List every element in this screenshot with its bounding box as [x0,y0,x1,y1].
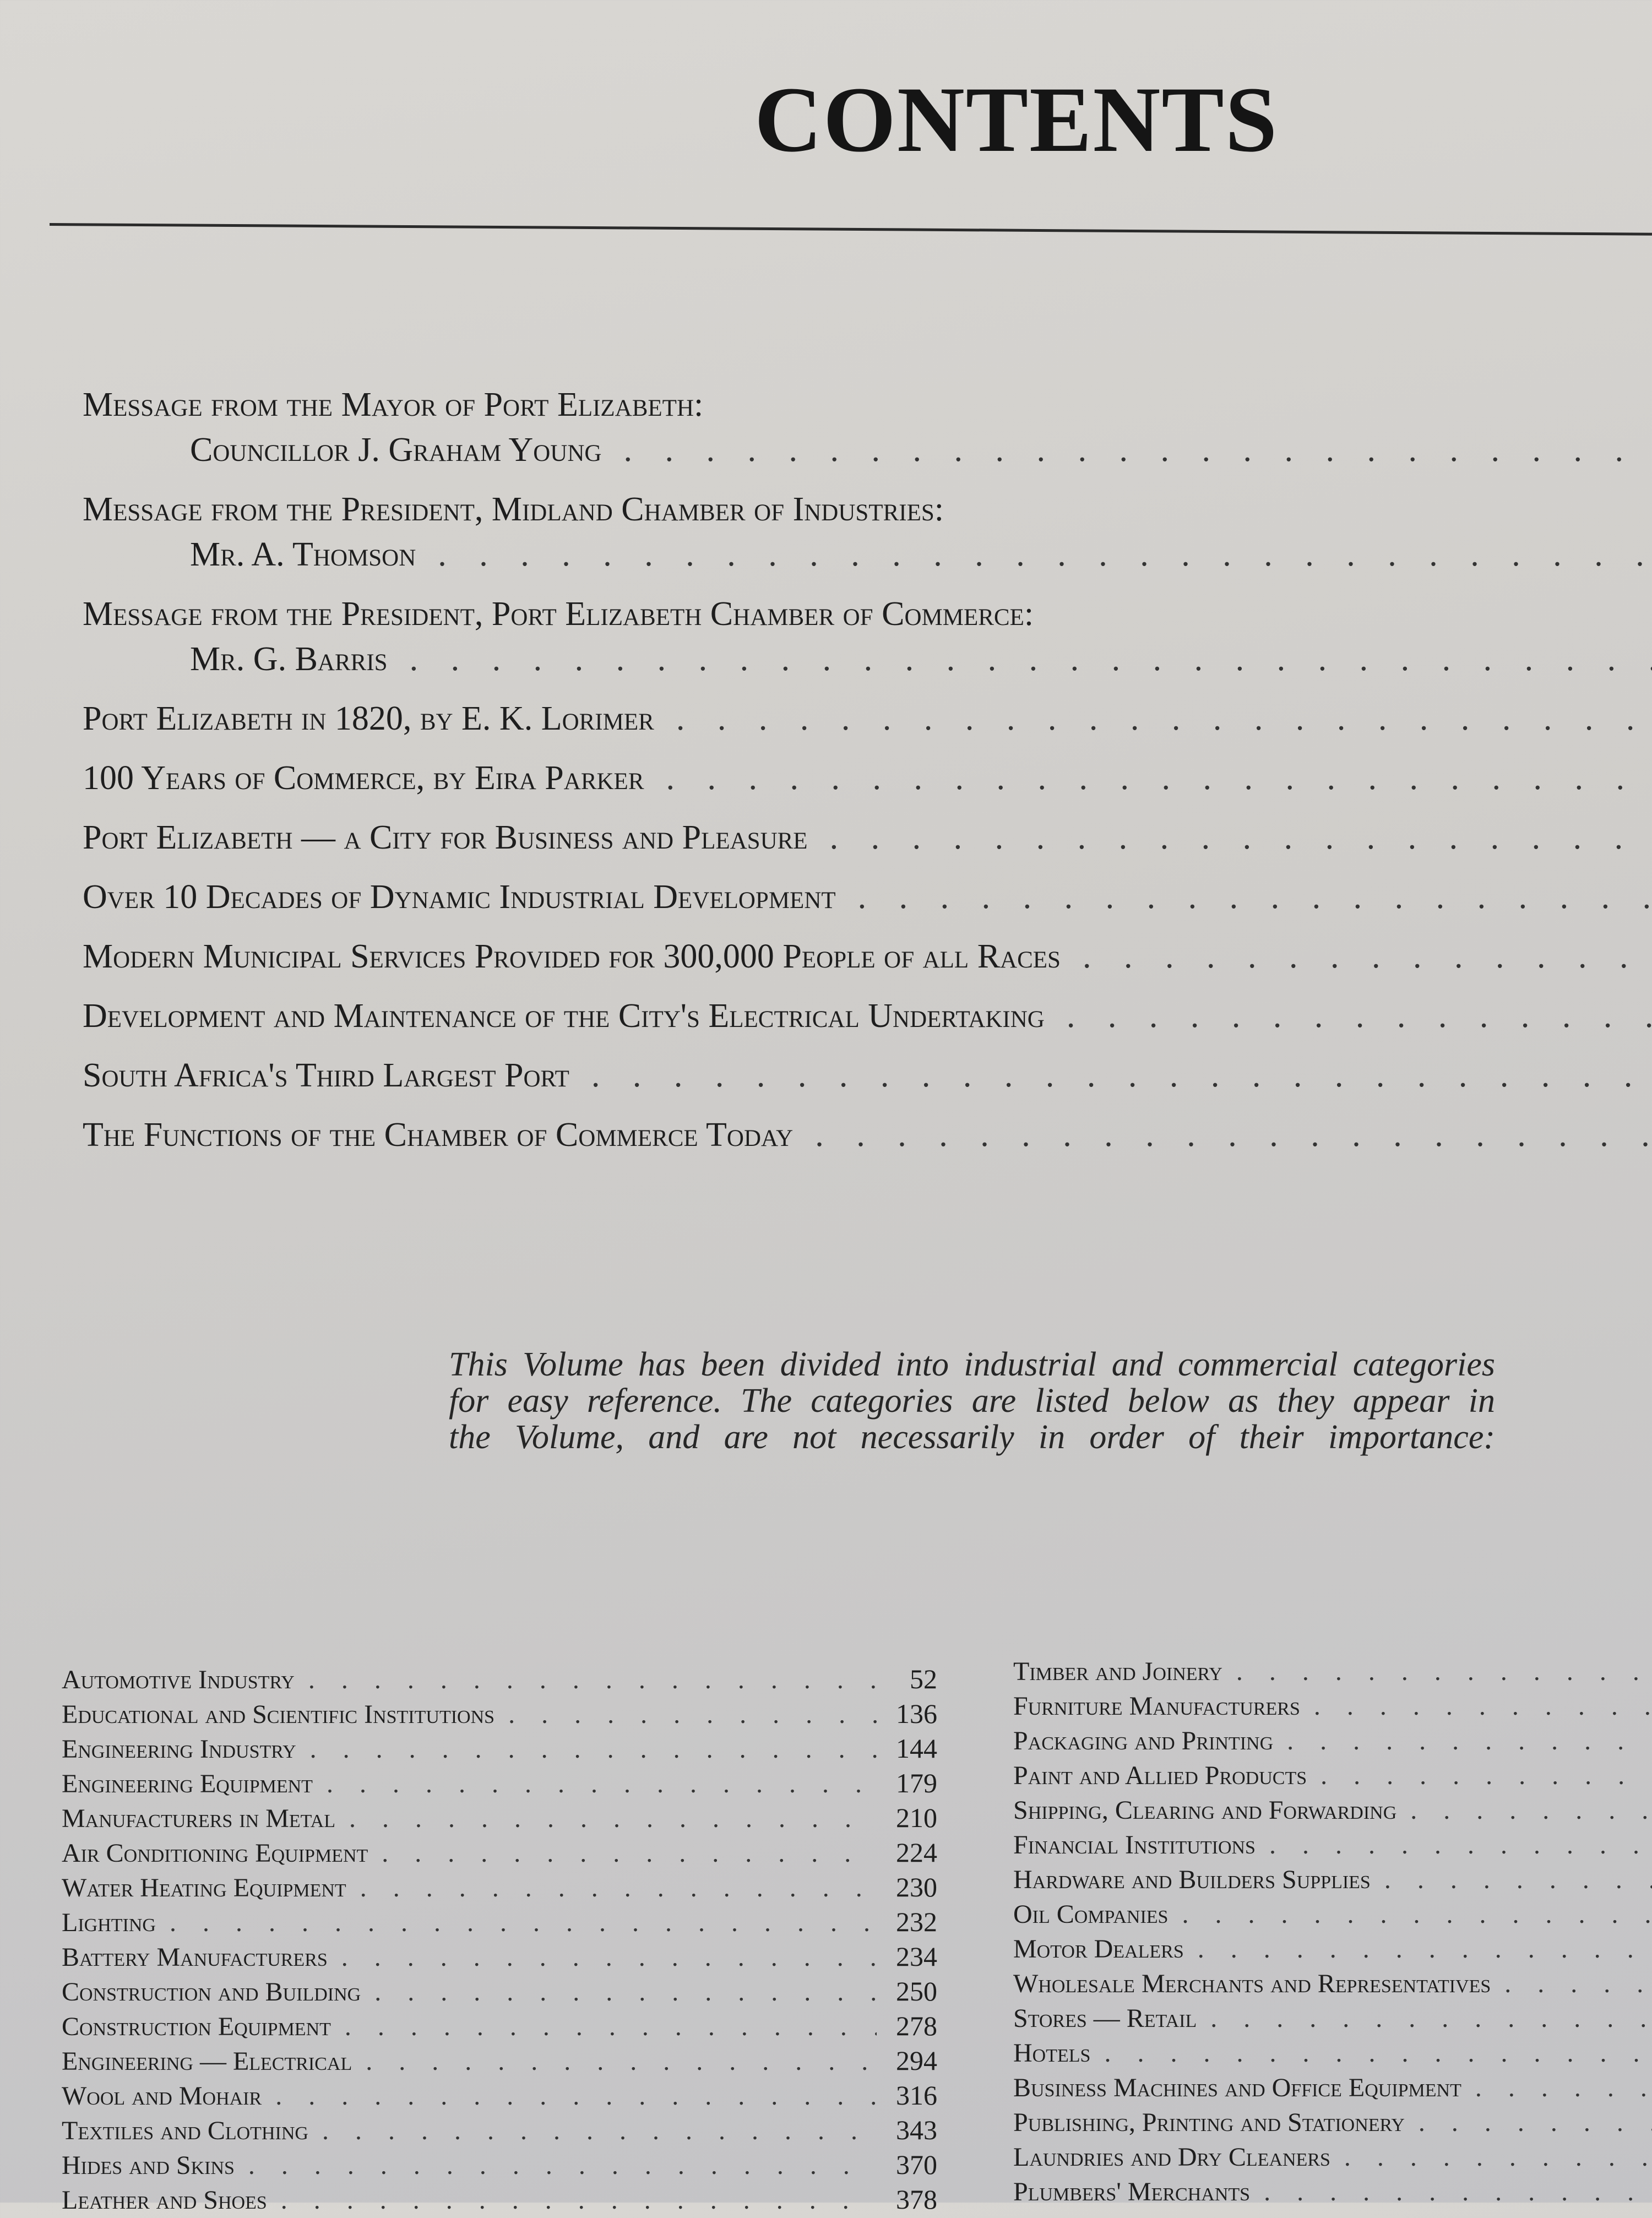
page-title: CONTENTS [754,66,1278,173]
toc-entry-title: Port Elizabeth — a City for Business and Pleasure [83,818,808,857]
page-number: 343 [888,2114,937,2146]
toc-entry-author: Mr. A. Thomson [190,535,416,574]
title-rule [50,223,1652,236]
dot-leader [1083,937,1652,976]
dot-leader [1410,1795,1652,1825]
dot-leader [327,1769,877,1799]
page-number: 230 [888,1871,937,1903]
category-row [1013,2073,1652,2107]
dot-leader [1475,2073,1652,2103]
category-label: Wholesale Merchants and Representatives [1013,1969,1491,1999]
toc-entry-author: Mr. G. Barris [190,640,388,679]
toc-entry [83,385,1652,490]
category-label: Construction Equipment [62,2012,331,2042]
page-number: 316 [888,2079,937,2111]
toc-entry [83,1116,1652,1175]
dot-leader [1182,1899,1652,1929]
dot-leader [815,1116,1652,1155]
category-row [1013,2177,1652,2211]
category-label: Wool and Mohair [62,2081,262,2111]
toc-entry-title: Modern Municipal Services Provided for 300,000 People of all Races [83,937,1061,976]
dot-leader [275,2081,877,2111]
page-number: 52 [888,1663,937,1695]
intro-line: for easy reference. The categories are listed below as they appear in [449,1383,1495,1419]
toc-entry [83,699,1652,759]
category-list-right [1013,1656,1652,2211]
toc-entry-title: Over 10 Decades of Dynamic Industrial Development [83,878,836,917]
toc-entry-title: 100 Years of Commerce, by Eira Parker [83,759,644,798]
dot-leader [508,1699,877,1730]
dot-leader [248,2150,877,2181]
category-label: Oil Companies [1013,1899,1168,1929]
category-label: Hotels [1013,2038,1090,2068]
category-label: Furniture Manufacturers [1013,1691,1300,1721]
page-number: 370 [888,2149,937,2181]
dot-leader [310,1734,877,1764]
category-label: Stores — Retail [1013,2003,1197,2034]
category-label: Packaging and Printing [1013,1726,1273,1756]
dot-leader [1344,2142,1652,2172]
category-row [1013,1830,1652,1864]
dot-leader [666,759,1652,798]
toc-entry [83,1056,1652,1116]
page-number: 278 [888,2010,937,2042]
dot-leader [1210,2003,1652,2034]
dot-leader [349,1803,877,1834]
toc-entry-heading: Message from the President, Port Elizabeth Chamber of Commerce: [83,595,1034,634]
dot-leader [1198,1934,1652,1964]
intro-note [449,1346,1495,1455]
toc-entry-title: South Africa's Third Largest Port [83,1056,569,1095]
page-number: 136 [888,1698,937,1730]
dot-leader [1504,1969,1652,1999]
category-row [1013,1691,1652,1726]
category-row [62,1732,937,1767]
dot-leader [1269,1830,1652,1860]
page-number: 294 [888,2045,937,2076]
category-row [1013,1969,1652,2003]
category-label: Educational and Scientific Institutions [62,1699,494,1730]
dot-leader [591,1056,1652,1095]
page-number: 234 [888,1940,937,1972]
category-row [1013,1656,1652,1691]
toc-entry [83,818,1652,878]
category-label: Shipping, Clearing and Forwarding [1013,1795,1396,1825]
dot-leader [1104,2038,1652,2068]
category-label: Leather and Shoes [62,2185,267,2215]
category-row [62,2149,937,2183]
toc-entry-heading: Message from the President, Midland Chamber of Industries: [83,490,944,529]
dot-leader [858,878,1652,917]
category-row [62,2045,937,2079]
dot-leader [360,1873,877,1903]
dot-leader [830,818,1652,857]
category-row [62,1871,937,1906]
category-row [1013,2003,1652,2038]
category-label: Water Heating Equipment [62,1873,346,1903]
category-row [1013,2038,1652,2073]
category-label: Business Machines and Office Equipment [1013,2073,1461,2103]
toc-entry [83,759,1652,818]
category-label: Battery Manufacturers [62,1942,328,1972]
toc-entry [83,595,1652,699]
category-label: Textiles and Clothing [62,2116,308,2146]
category-label: Engineering Industry [62,1734,296,1764]
intro-line: the Volume, and are not necessarily in order of their importance: [449,1419,1495,1455]
category-label: Construction and Building [62,1977,361,2007]
page-number: 378 [888,2183,937,2215]
dot-leader [1067,997,1652,1036]
category-row [62,2079,937,2114]
category-row [62,2114,937,2149]
toc-entry-title: The Functions of the Chamber of Commerce Today [83,1116,793,1155]
category-row [1013,1934,1652,1969]
category-row [62,2183,937,2218]
page-number: 179 [888,1767,937,1799]
dot-leader [374,1977,877,2007]
category-row [62,1940,937,1975]
dot-leader [1314,1691,1652,1721]
category-row [62,1836,937,1871]
dot-leader [676,699,1652,738]
category-label: Engineering — Electrical [62,2046,352,2076]
category-row [62,1906,937,1940]
dot-leader [322,2116,877,2146]
category-row [62,1975,937,2010]
category-list-left [62,1663,937,2218]
category-label: Timber and Joinery [1013,1656,1222,1687]
page-number: 144 [888,1732,937,1764]
category-label: Manufacturers in Metal [62,1803,335,1834]
category-row [1013,1726,1652,1760]
toc-entry [83,490,1652,595]
category-row [1013,2142,1652,2177]
toc-entry-title: Development and Maintenance of the City's Electrical Undertaking [83,997,1045,1036]
page-number: 224 [888,1836,937,1868]
dot-leader [345,2012,877,2042]
dot-leader [623,431,1652,470]
dot-leader [308,1665,877,1695]
category-label: Air Conditioning Equipment [62,1838,368,1868]
category-label: Automotive Industry [62,1665,295,1695]
dot-leader [366,2046,877,2076]
category-row [62,1663,937,1698]
category-row [1013,1760,1652,1795]
category-row [62,1802,937,1836]
dot-leader [1384,1864,1652,1895]
dot-leader [382,1838,877,1868]
dot-leader [170,1907,877,1938]
toc-entry [83,997,1652,1056]
dot-leader [1419,2107,1652,2138]
category-row [1013,1795,1652,1830]
category-label: Plumbers' Merchants [1013,2177,1250,2207]
category-label: Engineering Equipment [62,1769,313,1799]
intro-line: This Volume has been divided into industrial and commercial categories [449,1346,1495,1383]
category-row [1013,2107,1652,2142]
contents-list [83,385,1652,1175]
category-label: Hides and Skins [62,2150,235,2181]
toc-entry [83,878,1652,937]
dot-leader [438,535,1652,574]
category-row [62,1767,937,1802]
page-number: 250 [888,1975,937,2007]
dot-leader [1320,1760,1652,1791]
toc-entry-author: Councillor J. Graham Young [190,431,601,470]
page-number: 232 [888,1906,937,1938]
page-number: 210 [888,1802,937,1834]
toc-entry-title: Port Elizabeth in 1820, by E. K. Lorimer [83,699,654,738]
toc-entry-heading: Message from the Mayor of Port Elizabeth: [83,385,703,425]
dot-leader [1236,1656,1652,1687]
category-label: Financial Institutions [1013,1830,1256,1860]
category-label: Paint and Allied Products [1013,1760,1307,1791]
dot-leader [341,1942,877,1972]
category-label: Laundries and Dry Cleaners [1013,2142,1330,2172]
dot-leader [410,640,1652,679]
category-label: Hardware and Builders Supplies [1013,1864,1371,1895]
category-row [62,2010,937,2045]
category-label: Publishing, Printing and Stationery [1013,2107,1405,2138]
dot-leader [281,2185,877,2215]
category-label: Motor Dealers [1013,1934,1184,1964]
toc-entry [83,937,1652,997]
category-row [1013,1864,1652,1899]
dot-leader [1287,1726,1652,1756]
category-row [62,1698,937,1732]
category-label: Lighting [62,1907,156,1938]
category-row [1013,1899,1652,1934]
